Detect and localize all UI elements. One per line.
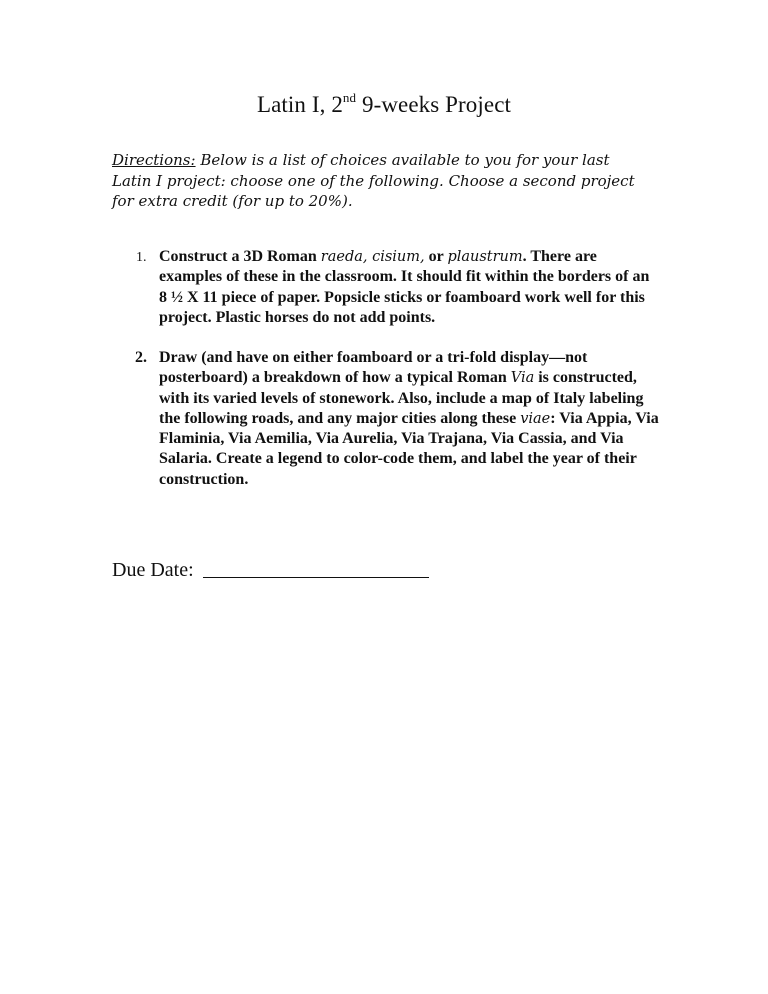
- list-item-number: 1.: [136, 250, 147, 265]
- item-italic-text: raeda, cisium,: [320, 249, 425, 265]
- title-main: Latin I, 2: [256, 92, 343, 117]
- item-text: is constructed, with its varied levels of stonework. Also, include a map of Italy labeling the following roads, and any major cities along these: [159, 369, 644, 427]
- item-text: : Via Appia, Via Flaminia, Via Aemilia, Via Aurelia, Via Trajana, Via Cassia, and Via Salaria. Create a legend to color-code them, and label the year of their construction.: [159, 409, 659, 488]
- item-text: or: [424, 248, 448, 265]
- title-superscript: nd: [342, 90, 357, 105]
- item-italic-text: plaustrum: [447, 249, 523, 265]
- directions-text: Below is a list of choices available to you for your last Latin I project: choose one of the following. Choose a second project for extra credit (for up to 20%).: [112, 151, 635, 210]
- item-text: . There are examples of these in the classroom. It should fit within the borders of an 8 ½ X 11 piece of paper. Popsicle sticks or foamboard work well for this project. Plastic horses do not add points.: [159, 248, 650, 326]
- item-italic-text: viae: [520, 410, 551, 427]
- list-item-number: 2.: [135, 349, 147, 366]
- directions-paragraph: [112, 150, 652, 212]
- due-date-blank-line: [203, 559, 429, 578]
- item-italic-text: Via: [510, 370, 535, 387]
- directions-label: Directions:: [112, 151, 196, 169]
- list-item: [159, 348, 659, 490]
- due-date: [112, 559, 429, 582]
- title-rest: 9-weeks Project: [356, 92, 512, 117]
- item-text: Draw (and have on either foamboard or a tri-fold display—not posterboard) a breakdown of how a typical Roman: [159, 349, 588, 387]
- due-date-label: Due Date:: [112, 559, 194, 581]
- page-title: [0, 92, 768, 118]
- item-text: Construct a 3D Roman: [159, 248, 321, 265]
- list-item: [159, 247, 659, 328]
